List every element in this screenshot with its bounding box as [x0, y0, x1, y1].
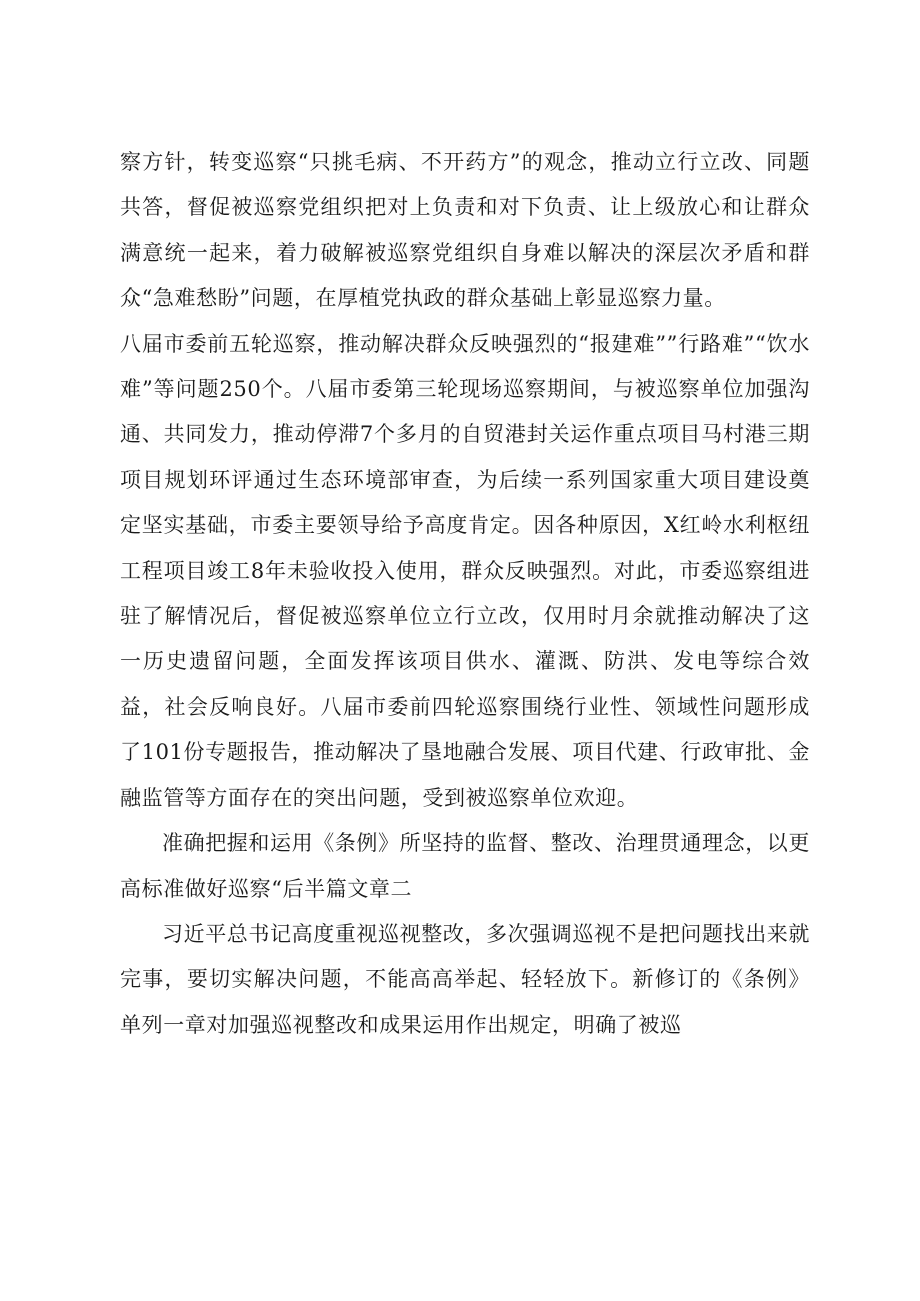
paragraph-1: 察方针，转变巡察“只挑毛病、不开药方”的观念，推动立行立改、同题共答，督促被巡察党组织把对上负责和对下负责、让上级放心和让群众满意统一起来，着力破解被巡察党组织自身难以解决的深层次矛盾和群众“急难愁盼”问题，在厚植党执政的群众基础上彰显巡察力量。	[120, 150, 810, 311]
paragraph-3: 准确把握和运用《条例》所坚持的监督、整改、治理贯通理念，以更高标准做好巡察“后半篇文章二	[120, 831, 810, 901]
paragraph-2: 八届市委前五轮巡察，推动解决群众反映强烈的“报建难””行路难”“饮水难”等问题250个。八届市委第三轮现场巡察期间，与被巡察单位加强沟通、共同发力，推动停滞7个多月的自贸港封关运作重点项目马村港三期项目规划环评通过生态环境部审查，为后续一系列国家重大项目建设奠定坚实基础，市委主要领导给予高度肯定。因各种原因，X红岭水利枢纽工程项目竣工8年未验收投入使用，群众反映强烈。对此，市委巡察组进驻了解情况后，督促被巡察单位立行立改，仅用时月余就推动解决了这一历史遗留问题，全面发挥该项目供水、灌溉、防洪、发电等综合效益，社会反响良好。八届市委前四轮巡察围绕行业性、领域性问题形成了101份专题报告，推动解决了垦地融合发展、项目代建、行政审批、金融监管等方面存在的突出问题，受到被巡察单位欢迎。	[120, 331, 810, 810]
paragraph-4: 习近平总书记高度重视巡视整改，多次强调巡视不是把问题找出来就完事，要切实解决问题，不能高高举起、轻轻放下。新修订的《条例》单列一章对加强巡视整改和成果运用作出规定，明确了被巡	[120, 921, 810, 1037]
document-body	[120, 140, 810, 1048]
